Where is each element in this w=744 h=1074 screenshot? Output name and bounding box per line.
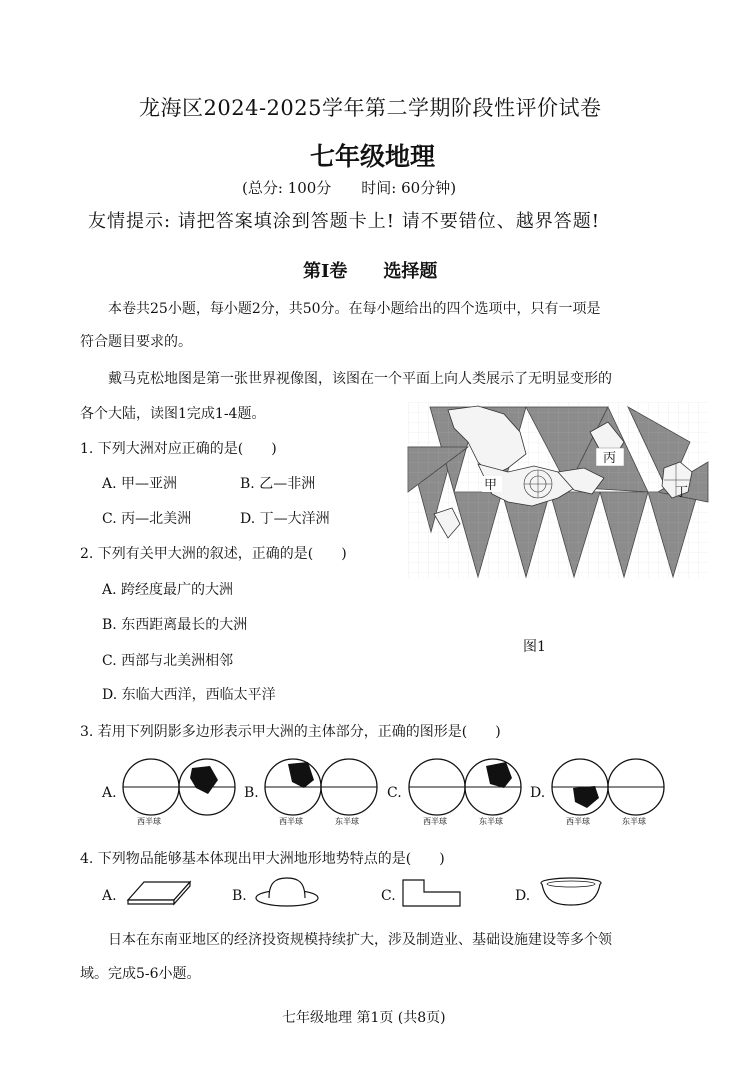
q3-a-shape xyxy=(190,766,218,794)
passage1-line2: 各个大陆，读图1完成1-4题。 xyxy=(80,406,266,422)
q3-c-west-label: 西半球 xyxy=(423,817,447,826)
q3-hemispheres-d xyxy=(551,758,665,828)
q1-option-b[interactable]: B. 乙—非洲 xyxy=(240,476,316,492)
q3-b-shape xyxy=(288,762,314,788)
q1-stem: 1. 下列大洲对应正确的是( ) xyxy=(80,441,277,457)
q1-option-d[interactable]: D. 丁—大洋洲 xyxy=(240,511,330,527)
q1-option-a[interactable]: A. 甲—亚洲 xyxy=(102,476,178,492)
q4-flat-board-icon xyxy=(126,880,192,906)
q3-d-shape xyxy=(573,786,599,808)
q3-d-east-label: 东半球 xyxy=(622,817,646,826)
q2-option-a[interactable]: A. 跨经度最广的大洲 xyxy=(102,582,234,598)
exam-title: 龙海区2024-2025学年第二学期阶段性评价试卷 xyxy=(139,96,602,120)
passage1-line1: 戴马克松地图是第一张世界视像图，该图在一个平面上向人类展示了无明显变形的 xyxy=(108,371,612,387)
section-intro-line2: 符合题目要求的。 xyxy=(80,334,192,350)
q3-b-east-label: 东半球 xyxy=(335,817,359,826)
section-intro-line1: 本卷共25小题，每小题2分，共50分。在每小题给出的四个选项中，只有一项是 xyxy=(108,301,601,317)
subject-title: 七年级地理 xyxy=(310,142,436,171)
exam-info: (总分: 100分 时间: 60分钟) xyxy=(242,179,457,197)
friendly-tip: 友情提示: 请把答案填涂到答题卡上! 请不要错位、越界答题! xyxy=(88,211,600,232)
q1-option-c[interactable]: C. 丙—北美洲 xyxy=(102,511,192,527)
q3-c-east-label: 东半球 xyxy=(479,817,503,826)
q4-stem: 4. 下列物品能够基本体现出甲大洲地形地势特点的是( ) xyxy=(80,851,445,867)
q3-stem: 3. 若用下列阴影多边形表示甲大洲的主体部分，正确的图形是( ) xyxy=(80,724,501,740)
dymaxion-map xyxy=(408,402,708,578)
q4-basin-icon xyxy=(539,877,603,907)
q3-d-west-label: 西半球 xyxy=(566,817,590,826)
q3-option-b[interactable]: B. xyxy=(244,785,259,801)
q2-option-d[interactable]: D. 东临大西洋，西临太平洋 xyxy=(102,687,276,703)
q3-option-d[interactable]: D. xyxy=(530,785,546,801)
q3-hemispheres-c xyxy=(408,758,522,828)
q4-option-d[interactable]: D. xyxy=(515,888,531,904)
section-title: 第I卷 选择题 xyxy=(303,261,438,282)
q3-option-c[interactable]: C. xyxy=(387,785,402,801)
q2-stem: 2. 下列有关甲大洲的叙述，正确的是( ) xyxy=(80,546,347,562)
q4-hat-icon xyxy=(254,876,320,908)
q3-hemispheres-a xyxy=(122,758,236,828)
figure1-caption: 图1 xyxy=(523,639,546,655)
q2-option-b[interactable]: B. 东西距离最长的大洲 xyxy=(102,617,248,633)
label-ding: 丁 xyxy=(675,485,689,500)
label-jia: 甲 xyxy=(484,478,498,493)
passage2-line2: 域。完成5-6小题。 xyxy=(80,966,201,982)
q4-option-b[interactable]: B. xyxy=(232,888,247,904)
q4-option-a[interactable]: A. xyxy=(102,888,117,904)
q4-option-c[interactable]: C. xyxy=(381,888,396,904)
q3-option-a[interactable]: A. xyxy=(102,785,117,801)
passage2-line1: 日本在东南亚地区的经济投资规模持续扩大，涉及制造业、基础设施建设等多个领 xyxy=(108,932,612,948)
q4-step-shape-icon xyxy=(402,878,462,908)
q2-option-c[interactable]: C. 西部与北美洲相邻 xyxy=(102,653,234,669)
q3-a-west-label: 西半球 xyxy=(137,817,161,826)
q3-c-shape xyxy=(486,762,512,788)
q3-b-west-label: 西半球 xyxy=(279,817,303,826)
page-footer: 七年级地理 第1页 (共8页) xyxy=(282,1010,446,1026)
label-bing: 丙 xyxy=(603,451,617,466)
q3-hemispheres-b xyxy=(264,758,378,828)
